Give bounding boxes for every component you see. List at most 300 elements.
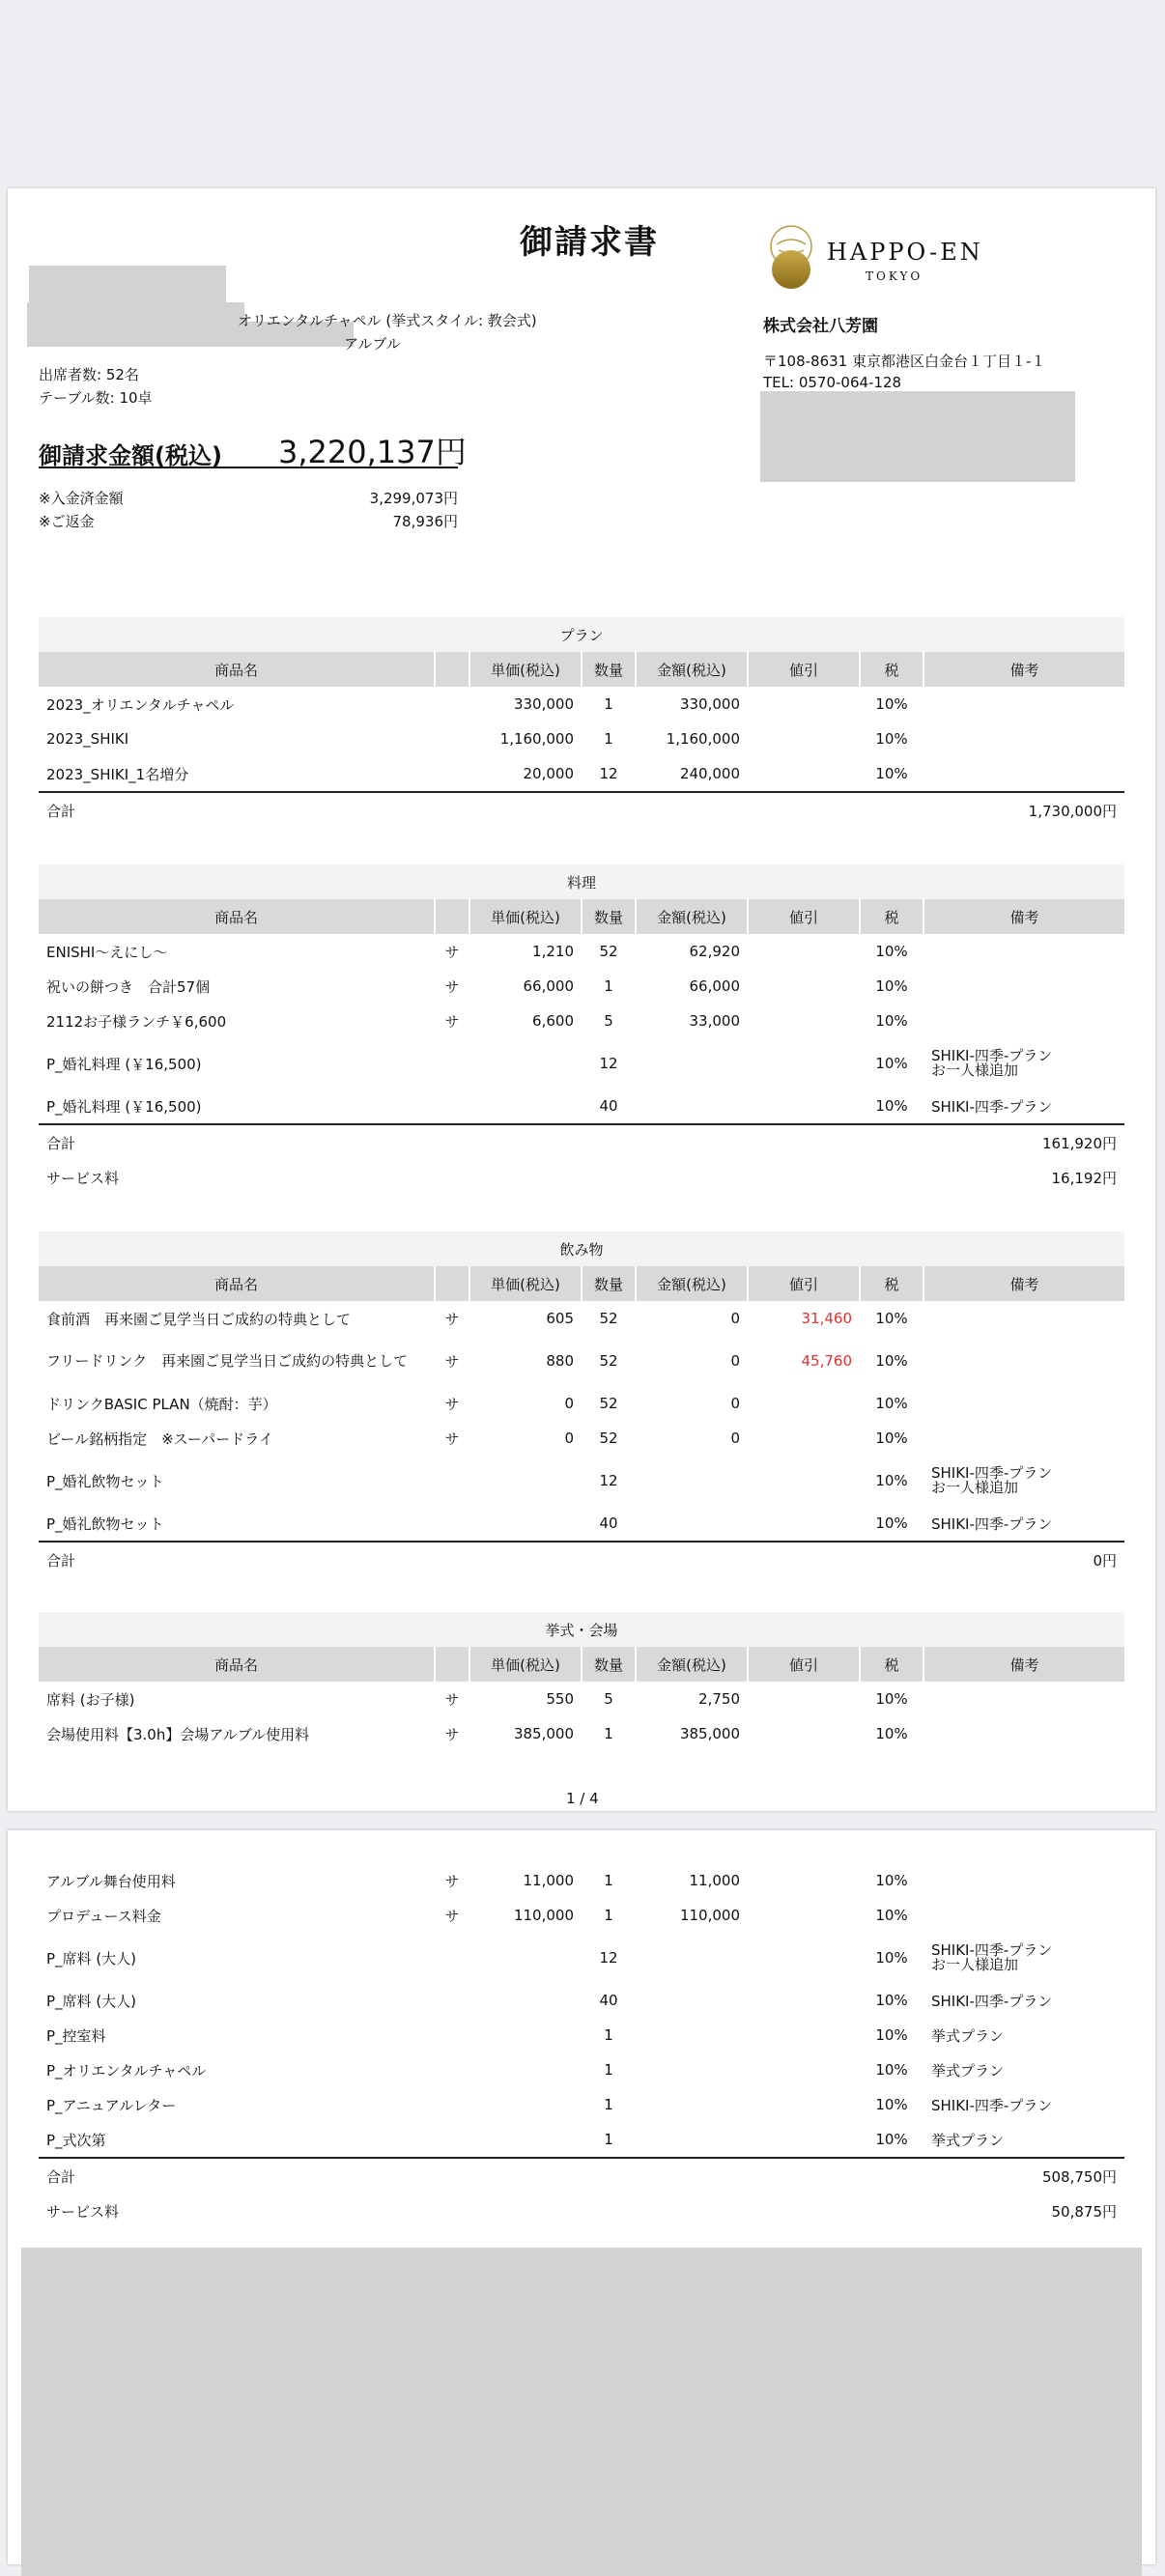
column-header-amount: 金額(税込) [636, 1647, 748, 1682]
cell-tax-rate: 10% [875, 1395, 908, 1412]
column-header-amount: 金額(税込) [636, 899, 748, 934]
cell-tax-rate: 10% [875, 2061, 908, 2079]
cell-quantity: 1 [604, 1725, 613, 1742]
cell-item-name: 2023_SHIKI_1名増分 [46, 765, 189, 783]
cell-discount [748, 1898, 860, 1933]
happoen-logo-icon [767, 221, 815, 291]
cell-remarks [923, 1004, 1124, 1038]
remarks-line: お一人様追加 [931, 1479, 1019, 1496]
food-section-title: 料理 [39, 864, 1124, 899]
cell-quantity: 1 [604, 2096, 613, 2113]
cell-remarks [923, 1863, 1124, 1898]
attendee-count: 出席者数: 52名 [39, 366, 139, 383]
cell-tax-rate: 10% [875, 2131, 908, 2148]
cell-unit-price [469, 1038, 582, 1089]
cell-tax-rate: 10% [875, 1097, 908, 1115]
cell-amount: 0 [730, 1352, 740, 1370]
cell-remarks [923, 1301, 1124, 1336]
venue-section-title: 挙式・会場 [39, 1612, 1124, 1647]
table-count: テーブル数: 10卓 [39, 389, 153, 407]
venue-name: アルブル [344, 335, 401, 353]
cell-service-mark [435, 1456, 469, 1506]
refund-label: ※ご返金 [39, 513, 95, 530]
cell-service-mark [435, 2122, 469, 2158]
table-row [39, 1336, 1124, 1386]
cell-service-mark: サ [444, 1310, 460, 1328]
cell-item-name: P_式次第 [46, 2131, 106, 2149]
cell-unit-price: 880 [546, 1352, 574, 1370]
cell-remarks [923, 1456, 1124, 1506]
invoice-page-1 [8, 188, 1155, 1811]
cell-amount [636, 1506, 748, 1542]
cell-remarks: SHIKI-四季-プラン [931, 1992, 1053, 2010]
column-header-service-mark [435, 1266, 469, 1301]
company-tel: TEL: 0570-064-128 [763, 374, 902, 391]
plan-section-title: プラン [39, 617, 1124, 652]
column-header-remarks: 備考 [923, 652, 1124, 687]
table-row [39, 722, 1124, 756]
cell-unit-price [469, 1456, 582, 1506]
company-logo-text: HAPPO-EN [827, 239, 983, 266]
column-header-amount: 金額(税込) [636, 652, 748, 687]
cell-discount [748, 1038, 860, 1089]
cell-quantity: 12 [599, 765, 618, 782]
cell-quantity: 1 [604, 730, 613, 748]
cell-remarks: SHIKI-四季-プラン [931, 2096, 1053, 2114]
cell-remarks: SHIKI-四季-プラン [931, 1097, 1053, 1116]
cell-discount [748, 1386, 860, 1421]
cell-amount [636, 2018, 748, 2052]
cell-amount: 2,750 [698, 1690, 740, 1708]
table-row [39, 2018, 1124, 2052]
cell-discount: 45,760 [801, 1352, 852, 1370]
cell-remarks [923, 722, 1124, 756]
cell-service-mark: サ [444, 1907, 460, 1925]
table-row [39, 1301, 1124, 1336]
total-value: 3,220,137円 [278, 434, 467, 470]
subtotal-value: 161,920円 [435, 1124, 1124, 1160]
total-label: 御請求金額(税込) [39, 442, 222, 469]
cell-discount [748, 722, 860, 756]
cell-remarks [923, 934, 1124, 969]
cell-service-mark: サ [444, 1012, 460, 1031]
cell-service-mark [435, 756, 469, 792]
cell-amount: 110,000 [679, 1907, 740, 1924]
cell-amount [636, 1933, 748, 1983]
column-header-quantity: 数量 [582, 652, 636, 687]
cell-discount [748, 687, 860, 722]
remarks-line: お一人様追加 [931, 1956, 1019, 1973]
cell-remarks [923, 1898, 1124, 1933]
cell-unit-price [469, 1933, 582, 1983]
cell-quantity: 1 [604, 695, 613, 713]
table-row [39, 1682, 1124, 1716]
invoice-page-2 [8, 1830, 1155, 2564]
table-row [39, 969, 1124, 1004]
column-header-item-name: 商品名 [39, 1266, 435, 1301]
cell-tax-rate: 10% [875, 2096, 908, 2113]
remarks-line: SHIKI-四季-プラン [931, 1464, 1053, 1482]
cell-tax-rate: 10% [875, 695, 908, 713]
refund-value: 78,936円 [392, 513, 458, 530]
cell-service-mark: サ [444, 1690, 460, 1709]
table-row [39, 1004, 1124, 1038]
service-charge-value: 50,875円 [1051, 2202, 1117, 2221]
subtotal-label: 合計 [39, 792, 435, 828]
cell-unit-price [469, 2087, 582, 2122]
cell-quantity: 52 [599, 1430, 618, 1447]
cell-service-mark: サ [444, 1352, 460, 1371]
cell-unit-price: 110,000 [513, 1907, 574, 1924]
column-header-service-mark [435, 1647, 469, 1682]
service-charge-row [39, 1160, 1124, 1195]
column-header-remarks: 備考 [923, 1647, 1124, 1682]
cell-amount [636, 1038, 748, 1089]
cell-unit-price: 0 [564, 1395, 574, 1412]
column-header-service-mark [435, 652, 469, 687]
document-title: 御請求書 [520, 223, 659, 262]
cell-remarks [923, 1038, 1124, 1089]
cell-quantity: 1 [604, 1872, 613, 1889]
cell-quantity: 5 [604, 1012, 613, 1030]
cell-item-name: 席料 (お子様) [46, 1690, 135, 1709]
table-row [39, 1089, 1124, 1124]
column-header-quantity: 数量 [582, 1266, 636, 1301]
cell-item-name: フリードリンク 再来園ご見学当日ご成約の特典として [46, 1351, 409, 1370]
column-header-unit-price: 単価(税込) [469, 1266, 582, 1301]
cell-amount: 11,000 [689, 1872, 740, 1889]
column-header-remarks: 備考 [923, 899, 1124, 934]
column-header-quantity: 数量 [582, 1647, 636, 1682]
cell-unit-price: 330,000 [513, 695, 574, 713]
table-row [39, 1716, 1124, 1751]
cell-tax-rate: 10% [875, 1872, 908, 1889]
deposit-label: ※入金済金額 [39, 490, 124, 507]
table-row [39, 1863, 1124, 1898]
cell-item-name: P_控室料 [46, 2026, 106, 2045]
cell-service-mark: サ [444, 977, 460, 996]
cell-item-name: 2023_オリエンタルチャペル [46, 695, 235, 714]
cell-item-name: P_オリエンタルチャペル [46, 2061, 207, 2080]
table-row [39, 934, 1124, 969]
cell-quantity: 1 [604, 977, 613, 995]
remarks-line: SHIKI-四季-プラン [931, 1047, 1053, 1064]
cell-amount: 0 [730, 1430, 740, 1447]
column-header-item-name: 商品名 [39, 1647, 435, 1682]
table-row [39, 1933, 1124, 1983]
cell-unit-price [469, 1506, 582, 1542]
cell-amount: 33,000 [689, 1012, 740, 1030]
cell-tax-rate: 10% [875, 765, 908, 782]
column-header-unit-price: 単価(税込) [469, 1647, 582, 1682]
cell-unit-price: 6,600 [532, 1012, 574, 1030]
cell-item-name: ビール銘柄指定 ※スーパードライ [46, 1430, 273, 1448]
cell-quantity: 12 [599, 1949, 618, 1967]
cell-tax-rate: 10% [875, 1472, 908, 1489]
column-header-item-name: 商品名 [39, 652, 435, 687]
cell-quantity: 40 [599, 1097, 618, 1115]
table-row [39, 1421, 1124, 1456]
subtotal-row [39, 792, 1124, 828]
cell-item-name: ENISHI〜えにし〜 [46, 943, 168, 961]
cell-tax-rate: 10% [875, 1352, 908, 1370]
cell-quantity: 52 [599, 943, 618, 960]
column-header-amount: 金額(税込) [636, 1266, 748, 1301]
column-header-item-name: 商品名 [39, 899, 435, 934]
cell-service-mark: サ [444, 1872, 460, 1890]
column-header-quantity: 数量 [582, 899, 636, 934]
cell-service-mark: サ [444, 943, 460, 961]
cell-unit-price: 1,210 [532, 943, 574, 960]
cell-amount [636, 1456, 748, 1506]
remarks-line: SHIKI-四季-プラン [931, 1941, 1053, 1959]
cell-discount [748, 1456, 860, 1506]
cell-discount [748, 1716, 860, 1751]
cell-remarks: 挙式プラン [931, 2061, 1005, 2080]
subtotal-value: 0円 [435, 1542, 1124, 1577]
remarks-line: お一人様追加 [931, 1062, 1019, 1079]
cell-service-mark [435, 2018, 469, 2052]
cell-remarks [923, 1421, 1124, 1456]
cell-remarks [923, 1682, 1124, 1716]
cell-amount: 66,000 [689, 977, 740, 995]
venue-continued-table [39, 1863, 1124, 2228]
column-header-unit-price: 単価(税込) [469, 652, 582, 687]
cell-service-mark [435, 2087, 469, 2122]
cell-tax-rate: 10% [875, 730, 908, 748]
cell-quantity: 40 [599, 1992, 618, 2009]
cell-remarks [923, 1716, 1124, 1751]
cell-tax-rate: 10% [875, 943, 908, 960]
column-header-discount: 値引 [748, 1647, 860, 1682]
subtotal-label: 合計 [39, 1124, 435, 1160]
cell-amount: 1,160,000 [666, 730, 740, 748]
cell-discount [748, 1421, 860, 1456]
cell-remarks [923, 969, 1124, 1004]
cell-quantity: 52 [599, 1395, 618, 1412]
cell-unit-price: 11,000 [523, 1872, 574, 1889]
table-row [39, 1983, 1124, 2018]
table-row [39, 1038, 1124, 1089]
column-header-discount: 値引 [748, 899, 860, 934]
column-header-tax-rate: 税 [860, 1266, 923, 1301]
cell-amount: 240,000 [679, 765, 740, 782]
cell-service-mark [435, 1038, 469, 1089]
column-header-remarks: 備考 [923, 1266, 1124, 1301]
company-address: 〒108-8631 東京都港区白金台１丁目１-１ [763, 353, 1046, 370]
table-row [39, 687, 1124, 722]
cell-unit-price: 66,000 [523, 977, 574, 995]
cell-unit-price [469, 1983, 582, 2018]
cell-service-mark: サ [444, 1725, 460, 1743]
cell-tax-rate: 10% [875, 1514, 908, 1532]
cell-discount [748, 2018, 860, 2052]
page-number: 1 / 4 [566, 1790, 599, 1807]
cell-tax-rate: 10% [875, 1055, 908, 1072]
cell-discount [748, 1004, 860, 1038]
column-header-discount: 値引 [748, 652, 860, 687]
cell-discount: 31,460 [801, 1310, 852, 1327]
cell-discount [748, 934, 860, 969]
company-name: 株式会社八芳園 [763, 317, 878, 336]
cell-amount [636, 2122, 748, 2158]
cell-item-name: プロデュース料金 [46, 1907, 161, 1925]
cell-unit-price: 20,000 [523, 765, 574, 782]
cell-discount [748, 969, 860, 1004]
subtotal-value: 508,750円 [435, 2158, 1124, 2194]
cell-item-name: P_婚礼料理 (￥16,500) [46, 1055, 202, 1073]
column-header-tax-rate: 税 [860, 652, 923, 687]
cell-discount [748, 1933, 860, 1983]
cell-item-name: P_婚礼料理 (￥16,500) [46, 1097, 202, 1116]
cell-discount [748, 1983, 860, 2018]
subtotal-value: 1,730,000円 [435, 792, 1124, 828]
cell-tax-rate: 10% [875, 1725, 908, 1742]
cell-service-mark: サ [444, 1395, 460, 1413]
table-row [39, 1386, 1124, 1421]
company-logo-subtext: TOKYO [866, 269, 923, 283]
table-row [39, 2122, 1124, 2158]
food-table [39, 864, 1124, 1195]
cell-quantity: 1 [604, 2026, 613, 2044]
column-header-unit-price: 単価(税込) [469, 899, 582, 934]
redacted-block [29, 266, 226, 306]
cell-discount [748, 1089, 860, 1124]
cell-tax-rate: 10% [875, 1992, 908, 2009]
service-charge-value: 16,192円 [1051, 1169, 1118, 1187]
cell-amount [636, 1983, 748, 2018]
cell-amount: 385,000 [679, 1725, 740, 1742]
cell-remarks [923, 687, 1124, 722]
cell-tax-rate: 10% [875, 1949, 908, 1967]
cell-tax-rate: 10% [875, 1690, 908, 1708]
cell-amount: 62,920 [689, 943, 740, 960]
cell-discount [748, 2122, 860, 2158]
cell-item-name: 2023_SHIKI [46, 730, 129, 748]
redacted-block [760, 391, 1075, 482]
service-charge-label: サービス料 [46, 2202, 120, 2221]
cell-amount: 0 [730, 1395, 740, 1412]
cell-remarks: 挙式プラン [931, 2131, 1005, 2149]
table-row [39, 2052, 1124, 2087]
cell-unit-price: 550 [546, 1690, 574, 1708]
cell-item-name: 2112お子様ランチ￥6,600 [46, 1012, 227, 1031]
venue-table [39, 1612, 1124, 1751]
cell-item-name: 会場使用料【3.0h】会場アルブル使用料 [46, 1725, 310, 1743]
deposit-value: 3,299,073円 [369, 490, 458, 507]
cell-amount: 330,000 [679, 695, 740, 713]
total-underline [39, 467, 458, 468]
cell-discount [748, 2052, 860, 2087]
cell-quantity: 52 [599, 1352, 618, 1370]
cell-quantity: 12 [599, 1472, 618, 1489]
cell-amount [636, 2052, 748, 2087]
subtotal-label: 合計 [39, 2158, 435, 2194]
service-charge-label: サービス料 [46, 1169, 120, 1187]
cell-discount [748, 1863, 860, 1898]
column-header-discount: 値引 [748, 1266, 860, 1301]
cell-tax-rate: 10% [875, 2026, 908, 2044]
subtotal-row [39, 2158, 1124, 2194]
cell-remarks [923, 1386, 1124, 1421]
cell-unit-price: 0 [564, 1430, 574, 1447]
service-charge-row [39, 2194, 1124, 2228]
cell-service-mark [435, 687, 469, 722]
cell-unit-price: 605 [546, 1310, 574, 1327]
redacted-block [21, 2248, 1142, 2576]
cell-remarks [923, 1336, 1124, 1386]
cell-tax-rate: 10% [875, 1012, 908, 1030]
table-row [39, 1456, 1124, 1506]
cell-item-name: アルブル舞台使用料 [46, 1872, 176, 1890]
cell-tax-rate: 10% [875, 1430, 908, 1447]
cell-service-mark [435, 2052, 469, 2087]
cell-item-name: P_アニュアルレター [46, 2096, 177, 2114]
cell-quantity: 1 [604, 2061, 613, 2079]
chapel-name: オリエンタルチャペル (挙式スタイル: 教会式) [238, 312, 537, 329]
cell-quantity: 1 [604, 1907, 613, 1924]
cell-remarks [923, 1933, 1124, 1983]
cell-discount [748, 756, 860, 792]
drink-table [39, 1231, 1124, 1577]
cell-item-name: 祝いの餅つき 合計57個 [46, 977, 211, 996]
column-header-tax-rate: 税 [860, 1647, 923, 1682]
table-row [39, 1506, 1124, 1542]
table-row [39, 1898, 1124, 1933]
cell-item-name: ドリンクBASIC PLAN（焼酎：芋） [46, 1395, 277, 1413]
cell-quantity: 12 [599, 1055, 618, 1072]
column-header-tax-rate: 税 [860, 899, 923, 934]
cell-amount [636, 1089, 748, 1124]
cell-tax-rate: 10% [875, 977, 908, 995]
cell-service-mark [435, 1506, 469, 1542]
cell-tax-rate: 10% [875, 1310, 908, 1327]
cell-quantity: 1 [604, 2131, 613, 2148]
cell-item-name: P_席料 (大人) [46, 1949, 137, 1967]
cell-tax-rate: 10% [875, 1907, 908, 1924]
cell-service-mark [435, 722, 469, 756]
cell-unit-price [469, 2052, 582, 2087]
cell-discount [748, 1682, 860, 1716]
cell-unit-price: 385,000 [513, 1725, 574, 1742]
cell-service-mark: サ [444, 1430, 460, 1448]
cell-unit-price [469, 1089, 582, 1124]
cell-remarks: 挙式プラン [931, 2026, 1005, 2045]
cell-unit-price [469, 2018, 582, 2052]
subtotal-label: 合計 [39, 1542, 435, 1577]
cell-quantity: 5 [604, 1690, 613, 1708]
cell-item-name: 食前酒 再来園ご見学当日ご成約の特典として [46, 1310, 352, 1328]
cell-amount [636, 2087, 748, 2122]
cell-unit-price [469, 2122, 582, 2158]
cell-item-name: P_席料 (大人) [46, 1992, 137, 2010]
cell-quantity: 52 [599, 1310, 618, 1327]
redacted-block [27, 302, 244, 322]
table-row [39, 2087, 1124, 2122]
cell-unit-price: 1,160,000 [499, 730, 574, 748]
drink-section-title: 飲み物 [39, 1231, 1124, 1266]
column-header-service-mark [435, 899, 469, 934]
cell-quantity: 40 [599, 1514, 618, 1532]
plan-table [39, 617, 1124, 828]
cell-discount [748, 1506, 860, 1542]
cell-service-mark [435, 1983, 469, 2018]
cell-service-mark [435, 1933, 469, 1983]
subtotal-row [39, 1124, 1124, 1160]
cell-remarks [923, 756, 1124, 792]
subtotal-row [39, 1542, 1124, 1577]
cell-item-name: P_婚礼飲物セット [46, 1472, 164, 1490]
